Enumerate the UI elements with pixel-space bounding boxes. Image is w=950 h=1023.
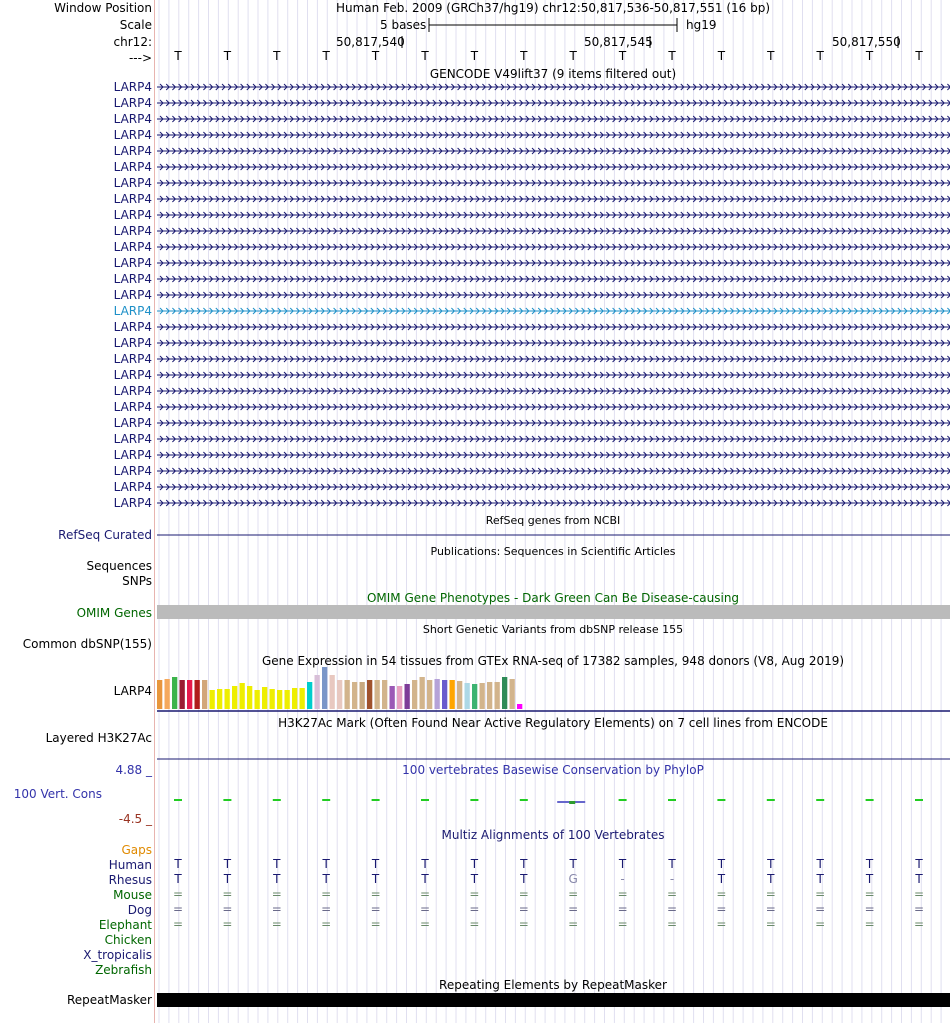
h3k27ac-track-title: H3K27Ac Mark (Often Found Near Active Regulatory Elements) on 7 cell lines from ENCODE xyxy=(278,716,828,730)
scale-db-label: hg19 xyxy=(686,18,717,32)
reference-base: T xyxy=(717,49,726,63)
alignment-base-human: T xyxy=(767,857,775,871)
alignment-base-rhesus: T xyxy=(322,872,330,886)
position-tick-label: 50,817,545 xyxy=(584,35,653,49)
gene-label-larp4[interactable]: LARP4 xyxy=(113,384,152,398)
reference-base: T xyxy=(569,49,577,63)
phylop-score xyxy=(421,799,429,801)
gtex-tissue-bar xyxy=(442,680,447,709)
gene-label-larp4[interactable]: LARP4 xyxy=(113,112,152,126)
gtex-tissue-bar xyxy=(412,680,417,709)
gene-label-larp4[interactable]: LARP4 xyxy=(113,448,152,462)
phylop-score xyxy=(866,799,874,801)
gene-label-larp4[interactable]: LARP4 xyxy=(113,432,152,446)
common-dbsnp-label[interactable]: Common dbSNP(155) xyxy=(22,637,152,651)
gtex-tissue-bar xyxy=(247,686,252,709)
alignment-base-mouse: = xyxy=(716,887,727,901)
gtex-tissue-bar xyxy=(195,680,200,709)
label-separator xyxy=(154,0,155,1023)
reference-base: T xyxy=(273,49,281,63)
cons-max-label: 4.88 _ xyxy=(115,763,152,777)
gene-label-larp4[interactable]: LARP4 xyxy=(113,368,152,382)
alignment-base-rhesus: T xyxy=(470,872,479,886)
gtex-tissue-bar xyxy=(360,682,365,709)
alignment-base-human: T xyxy=(915,857,923,871)
gene-label-larp4[interactable]: LARP4 xyxy=(113,336,152,350)
alignment-base-human: T xyxy=(371,857,380,871)
cons-min-label: -4.5 _ xyxy=(118,812,152,826)
gene-label-larp4[interactable]: LARP4 xyxy=(113,480,152,494)
phylop-score xyxy=(668,799,676,801)
alignment-base-human: T xyxy=(816,857,824,871)
alignment-base-rhesus: - xyxy=(669,872,675,886)
repeat-element-bar xyxy=(157,993,950,1007)
gaps-label: Gaps xyxy=(121,843,152,857)
alignment-base-mouse: = xyxy=(765,887,776,901)
alignment-base-human: T xyxy=(470,857,479,871)
alignment-base-mouse: = xyxy=(666,887,678,901)
alignment-base-human: T xyxy=(273,857,281,871)
alignment-base-elephant: = xyxy=(518,917,529,931)
gtex-tissue-bar xyxy=(502,677,507,709)
alignment-base-mouse: = xyxy=(370,887,381,901)
alignment-base-human: T xyxy=(520,857,528,871)
gtex-tissue-bar xyxy=(187,680,192,709)
alignment-base-elephant: = xyxy=(172,917,184,931)
reference-base: T xyxy=(371,49,380,63)
gene-label-larp4[interactable]: LARP4 xyxy=(113,144,152,158)
strand-arrow-label[interactable]: ---> xyxy=(128,51,152,65)
phylop-score xyxy=(569,801,575,804)
gtex-tissue-bar xyxy=(307,682,312,709)
phylop-score xyxy=(372,799,380,801)
gtex-tissue-bar xyxy=(202,680,207,709)
alignment-base-elephant: = xyxy=(419,917,431,931)
alignment-base-elephant: = xyxy=(765,917,776,931)
alignment-base-elephant: = xyxy=(469,917,480,931)
gtex-tissue-bar xyxy=(367,680,372,709)
alignment-base-dog: = xyxy=(370,902,381,916)
alignment-base-dog: = xyxy=(913,902,925,916)
scale-label: Scale xyxy=(119,18,152,32)
phylop-score xyxy=(619,799,627,801)
phylop-score xyxy=(767,799,775,801)
layered-h3k27ac-label[interactable]: Layered H3K27Ac xyxy=(45,731,152,745)
gene-label-larp4[interactable]: LARP4 xyxy=(113,464,152,478)
alignment-base-mouse: = xyxy=(172,887,184,901)
phylop-score xyxy=(174,799,182,801)
alignment-base-human: T xyxy=(668,857,676,871)
species-label-dog[interactable]: Dog xyxy=(127,903,152,917)
species-label-human[interactable]: Human xyxy=(108,858,152,872)
gtex-tissue-bar xyxy=(450,680,455,709)
gtex-tissue-bar xyxy=(285,690,290,709)
gene-label-larp4[interactable]: LARP4 xyxy=(113,224,152,238)
phylop-score xyxy=(717,799,725,801)
gtex-tissue-bar xyxy=(240,683,245,709)
alignment-base-human: T xyxy=(223,857,232,871)
phylop-track-title: 100 vertebrates Basewise Conservation by PhyloP xyxy=(402,763,704,777)
alignment-base-dog: = xyxy=(271,902,282,916)
alignment-base-rhesus: T xyxy=(421,872,429,886)
alignment-base-dog: = xyxy=(765,902,776,916)
gene-label-larp4[interactable]: LARP4 xyxy=(113,256,152,270)
alignment-base-rhesus: T xyxy=(371,872,380,886)
alignment-base-elephant: = xyxy=(913,917,925,931)
phylop-score xyxy=(816,799,824,801)
gtex-tissue-bar xyxy=(180,680,185,709)
gene-label-larp4[interactable]: LARP4 xyxy=(113,320,152,334)
alignment-base-rhesus: T xyxy=(174,872,182,886)
gtex-tissue-bar xyxy=(330,675,335,709)
alignment-base-human: T xyxy=(865,857,874,871)
gene-label-larp4[interactable]: LARP4 xyxy=(113,80,152,94)
alignment-base-elephant: = xyxy=(321,917,332,931)
gtex-tissue-bar xyxy=(157,680,162,709)
alignment-base-human: T xyxy=(421,857,429,871)
gtex-tissue-bar xyxy=(322,667,327,709)
alignment-base-mouse: = xyxy=(469,887,480,901)
alignment-base-mouse: = xyxy=(815,887,826,901)
reference-base: T xyxy=(174,49,182,63)
alignment-base-mouse: = xyxy=(617,887,628,901)
gtex-tissue-bar xyxy=(472,684,477,709)
alignment-base-mouse: = xyxy=(568,887,579,901)
gtex-track-title: Gene Expression in 54 tissues from GTEx RNA-seq of 17382 samples, 948 donors (V8, Aug 2019) xyxy=(261,654,845,668)
gencode-track-title: GENCODE V49lift37 (9 items filtered out) xyxy=(429,67,677,81)
gtex-tissue-bar xyxy=(420,677,425,709)
cons-track-label[interactable]: 100 Vert. Cons xyxy=(13,787,102,801)
gtex-gene-label[interactable]: LARP4 xyxy=(113,684,152,698)
reference-base: T xyxy=(470,49,479,63)
alignment-base-dog: = xyxy=(172,902,184,916)
gtex-tissue-bar xyxy=(232,686,237,709)
alignment-base-elephant: = xyxy=(716,917,727,931)
sequences-label[interactable]: Sequences xyxy=(86,559,152,573)
alignment-base-elephant: = xyxy=(864,917,875,931)
alignment-base-elephant: = xyxy=(815,917,826,931)
species-label-x-tropicalis[interactable]: X_tropicalis xyxy=(83,948,152,962)
window-position-label: Window Position xyxy=(54,1,152,15)
gtex-tissue-bar xyxy=(465,683,470,709)
gtex-tissue-bar xyxy=(292,688,297,709)
gtex-tissue-bar xyxy=(480,683,485,709)
gtex-tissue-bar xyxy=(217,689,222,709)
alignment-base-elephant: = xyxy=(222,917,233,931)
gtex-tissue-bar xyxy=(270,689,275,709)
reference-base: T xyxy=(865,49,874,63)
publications-track-title: Publications: Sequences in Scientific Articles xyxy=(430,545,676,558)
alignment-base-human: T xyxy=(322,857,330,871)
gtex-tissue-bar xyxy=(517,704,522,709)
reference-base: T xyxy=(322,49,330,63)
alignment-base-rhesus: - xyxy=(620,872,625,886)
species-label-rhesus[interactable]: Rhesus xyxy=(108,873,152,887)
dbsnp-track-title: Short Genetic Variants from dbSNP release 155 xyxy=(422,623,684,636)
track-area xyxy=(156,0,950,1023)
species-label-chicken[interactable]: Chicken xyxy=(104,933,152,947)
reference-base: T xyxy=(421,49,429,63)
alignment-base-human: T xyxy=(569,857,577,871)
gtex-tissue-bar xyxy=(435,679,440,709)
alignment-base-dog: = xyxy=(222,902,233,916)
phylop-score xyxy=(470,799,478,801)
alignment-base-dog: = xyxy=(815,902,826,916)
gtex-tissue-bar xyxy=(375,680,380,709)
alignment-base-mouse: = xyxy=(271,887,282,901)
assembly-position-header: Human Feb. 2009 (GRCh37/hg19) chr12:50,817,536-50,817,551 (16 bp) xyxy=(335,1,770,15)
gene-label-larp4[interactable]: LARP4 xyxy=(113,192,152,206)
reference-base: T xyxy=(767,49,775,63)
gene-label-larp4[interactable]: LARP4 xyxy=(113,352,152,366)
repeatmasker-track-title: Repeating Elements by RepeatMasker xyxy=(439,978,667,992)
refseq-track-title: RefSeq genes from NCBI xyxy=(485,514,621,527)
gtex-tissue-bar xyxy=(397,686,402,709)
alignment-base-dog: = xyxy=(419,902,431,916)
gene-label-larp4[interactable]: LARP4 xyxy=(113,176,152,190)
gtex-tissue-bar xyxy=(345,680,350,709)
gene-label-larp4[interactable]: LARP4 xyxy=(113,304,152,318)
alignment-base-mouse: = xyxy=(913,887,925,901)
alignment-base-mouse: = xyxy=(864,887,875,901)
alignment-base-mouse: = xyxy=(321,887,332,901)
position-tick-label: 50,817,540 xyxy=(336,35,405,49)
gtex-tissue-bar xyxy=(457,681,462,709)
gene-label-larp4[interactable]: LARP4 xyxy=(113,160,152,174)
phylop-score xyxy=(520,799,528,801)
alignment-base-dog: = xyxy=(321,902,332,916)
alignment-base-rhesus: G xyxy=(568,872,578,886)
omim-track-title: OMIM Gene Phenotypes - Dark Green Can Be Disease-causing xyxy=(366,591,740,605)
alignment-base-dog: = xyxy=(864,902,875,916)
reference-base: T xyxy=(816,49,824,63)
gtex-tissue-bar xyxy=(255,690,260,709)
alignment-base-dog: = xyxy=(518,902,529,916)
reference-base: T xyxy=(223,49,232,63)
gene-label-larp4[interactable]: LARP4 xyxy=(113,240,152,254)
gtex-tissue-bar xyxy=(165,679,170,709)
alignment-base-mouse: = xyxy=(518,887,529,901)
alignment-base-rhesus: T xyxy=(520,872,528,886)
gene-label-larp4[interactable]: LARP4 xyxy=(113,416,152,430)
gtex-tissue-bar xyxy=(277,690,282,709)
alignment-base-rhesus: T xyxy=(767,872,775,886)
species-label-mouse[interactable]: Mouse xyxy=(113,888,152,902)
alignment-base-human: T xyxy=(618,857,627,871)
reference-base: T xyxy=(618,49,627,63)
reference-base: T xyxy=(668,49,676,63)
gtex-tissue-bar xyxy=(210,690,215,709)
alignment-base-elephant: = xyxy=(617,917,628,931)
alignment-base-elephant: = xyxy=(370,917,381,931)
alignment-base-dog: = xyxy=(666,902,678,916)
phylop-score xyxy=(223,799,231,801)
reference-base: T xyxy=(915,49,923,63)
gtex-tissue-bar xyxy=(262,687,267,709)
alignment-base-elephant: = xyxy=(568,917,579,931)
gtex-tissue-bar xyxy=(382,680,387,709)
alignment-base-dog: = xyxy=(469,902,480,916)
repeatmasker-label[interactable]: RepeatMasker xyxy=(66,993,152,1007)
phylop-score xyxy=(273,799,281,801)
omim-genes-label[interactable]: OMIM Genes xyxy=(76,606,152,620)
gene-label-larp4[interactable]: LARP4 xyxy=(113,288,152,302)
omim-feature-bar xyxy=(157,605,950,619)
gtex-tissue-bar xyxy=(427,680,432,709)
gene-label-larp4[interactable]: LARP4 xyxy=(113,208,152,222)
gtex-tissue-bar xyxy=(300,688,305,709)
phylop-score xyxy=(915,799,923,801)
alignment-base-dog: = xyxy=(568,902,579,916)
gtex-tissue-bar xyxy=(337,680,342,709)
gtex-tissue-bar xyxy=(225,689,230,709)
phylop-score xyxy=(322,799,330,801)
gtex-tissue-bar xyxy=(495,682,500,709)
alignment-base-rhesus: T xyxy=(915,872,923,886)
gene-label-larp4[interactable]: LARP4 xyxy=(113,496,152,510)
alignment-base-elephant: = xyxy=(271,917,282,931)
gtex-tissue-bar xyxy=(172,677,177,709)
alignment-base-dog: = xyxy=(617,902,628,916)
gtex-tissue-bar xyxy=(405,684,410,709)
species-label-zebrafish[interactable]: Zebrafish xyxy=(95,963,152,977)
track-labels xyxy=(0,0,152,1023)
position-tick-label: 50,817,550 xyxy=(832,35,901,49)
gene-label-larp4[interactable]: LARP4 xyxy=(113,96,152,110)
alignment-base-mouse: = xyxy=(222,887,233,901)
alignment-base-rhesus: T xyxy=(273,872,281,886)
alignment-base-mouse: = xyxy=(419,887,431,901)
alignment-base-elephant: = xyxy=(666,917,678,931)
alignment-base-rhesus: T xyxy=(816,872,824,886)
reference-base: T xyxy=(520,49,528,63)
gtex-tissue-bar xyxy=(352,682,357,709)
alignment-base-human: T xyxy=(174,857,182,871)
scale-bar-text: 5 bases xyxy=(380,18,427,32)
species-label-elephant[interactable]: Elephant xyxy=(98,918,152,932)
gtex-tissue-bar xyxy=(487,682,492,709)
gtex-tissue-bar xyxy=(315,675,320,709)
alignment-base-dog: = xyxy=(716,902,727,916)
alignment-base-rhesus: T xyxy=(717,872,726,886)
refseq-curated-label[interactable]: RefSeq Curated xyxy=(58,528,152,542)
alignment-base-rhesus: T xyxy=(865,872,874,886)
gene-label-larp4[interactable]: LARP4 xyxy=(113,272,152,286)
alignment-base-rhesus: T xyxy=(223,872,232,886)
gene-label-larp4[interactable]: LARP4 xyxy=(113,128,152,142)
multiz-track-title: Multiz Alignments of 100 Vertebrates xyxy=(441,828,665,842)
chromosome-label: chr12: xyxy=(113,35,152,49)
gene-label-larp4[interactable]: LARP4 xyxy=(113,400,152,414)
snps-label[interactable]: SNPs xyxy=(122,574,152,588)
alignment-base-human: T xyxy=(717,857,726,871)
gtex-tissue-bar xyxy=(510,679,515,709)
gtex-tissue-bar xyxy=(390,686,395,709)
